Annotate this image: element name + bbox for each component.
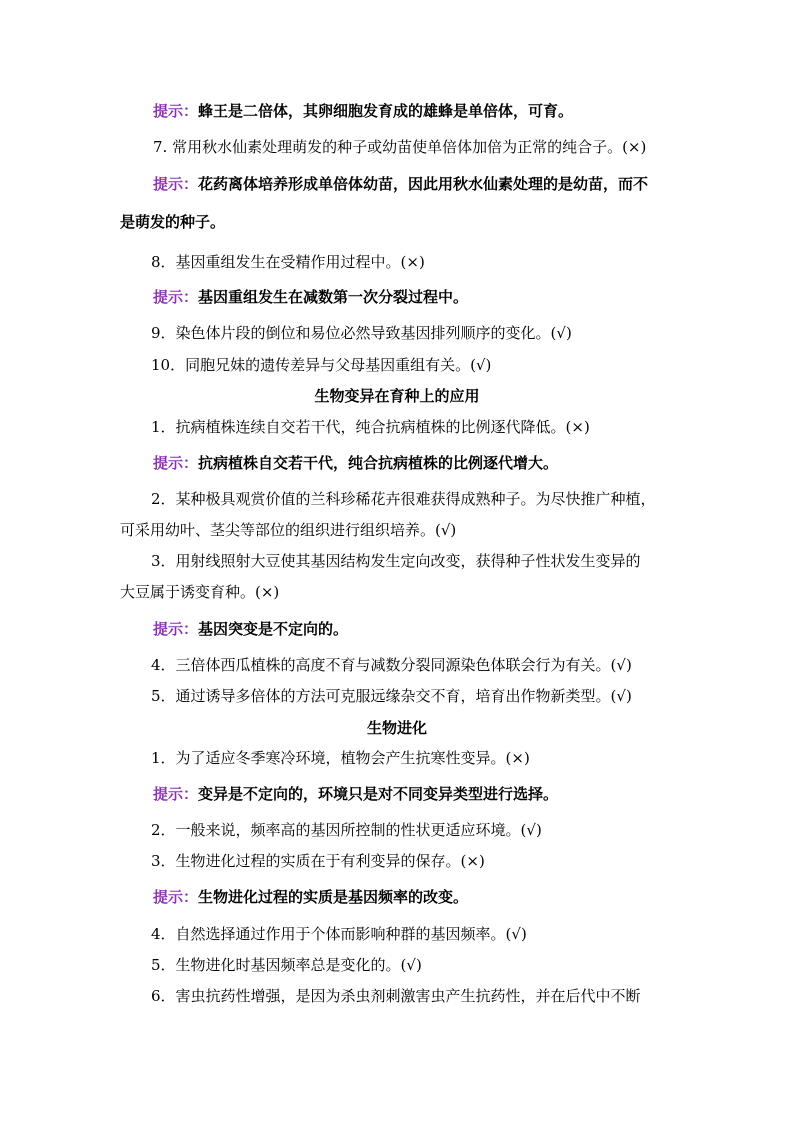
hint-label: 提示： xyxy=(153,888,199,906)
section-heading: 生物变异在育种上的应用 xyxy=(314,387,480,405)
question-line xyxy=(151,820,542,840)
question-line xyxy=(151,748,530,768)
question-text: 5．通过诱导多倍体的方法可克服远缘杂交不育，培育出作物新类型。(√) xyxy=(151,687,632,705)
hint-line xyxy=(153,287,468,307)
question-line xyxy=(151,551,641,571)
question-line xyxy=(151,686,632,706)
hint-continuation-line xyxy=(120,212,225,232)
hint-line xyxy=(153,619,348,639)
hint-label: 提示： xyxy=(153,454,199,472)
question-text: 2．一般来说，频率高的基因所控制的性状更适应环境。(√) xyxy=(151,821,542,839)
question-text: 8．基因重组发生在受精作用过程中。(×) xyxy=(151,253,425,271)
hint-label: 提示： xyxy=(153,175,199,193)
question-line xyxy=(151,417,590,437)
hint-text: 花药离体培养形成单倍体幼苗，因此用秋水仙素处理的是幼苗，而不 xyxy=(198,175,649,193)
question-text: 6．害虫抗药性增强，是因为杀虫剂刺激害虫产生抗药性，并在后代中不断 xyxy=(151,987,641,1005)
question-line xyxy=(151,851,485,871)
hint-line xyxy=(153,101,573,121)
hint-label: 提示： xyxy=(153,102,199,120)
hint-line xyxy=(153,174,648,194)
hint-line xyxy=(153,887,468,907)
question-line xyxy=(151,955,422,975)
hint-text: 蜂王是二倍体，其卵细胞发育成的雄蜂是单倍体，可育。 xyxy=(198,102,574,120)
hint-text: 抗病植株自交若干代，纯合抗病植株的比例逐代增大。 xyxy=(198,454,559,472)
question-text: 3．用射线照射大豆使其基因结构发生定向改变，获得种子性状发生变异的 xyxy=(151,552,641,570)
hint-text: 基因重组发生在减数第一次分裂过程中。 xyxy=(198,288,469,306)
question-continuation-line xyxy=(120,520,456,540)
question-text: 可采用幼叶、茎尖等部位的组织进行组织培养。(√) xyxy=(120,521,457,539)
question-text: 3．生物进化过程的实质在于有利变异的保存。(×) xyxy=(151,852,485,870)
question-text: 2．某种极具观赏价值的兰科珍稀花卉很难获得成熟种子。为尽快推广种植， xyxy=(151,490,656,508)
question-continuation-line xyxy=(120,582,279,602)
hint-line xyxy=(153,453,558,473)
section-heading: 生物进化 xyxy=(366,719,427,737)
question-line xyxy=(151,924,527,944)
hint-label: 提示： xyxy=(153,620,199,638)
question-text: 1．为了适应冬季寒冷环境，植物会产生抗寒性变异。(×) xyxy=(151,749,530,767)
question-text: 9．染色体片段的倒位和易位必然导致基因排列顺序的变化。(√) xyxy=(151,324,572,342)
question-text: 1．抗病植株连续自交若干代，纯合抗病植株的比例逐代降低。(×) xyxy=(151,418,590,436)
question-text: 4．三倍体西瓜植株的高度不育与减数分裂同源染色体联会行为有关。(√) xyxy=(151,656,632,674)
hint-text: 生物进化过程的实质是基因频率的改变。 xyxy=(198,888,469,906)
hint-text: 基因突变是不定向的。 xyxy=(198,620,349,638)
question-line xyxy=(151,355,491,375)
hint-text: 变异是不定向的，环境只是对不同变异类型进行选择。 xyxy=(198,785,559,803)
question-text: 大豆属于诱变育种。(×) xyxy=(120,583,280,601)
question-text: 10．同胞兄妹的遗传差异与父母基因重组有关。(√) xyxy=(151,356,492,374)
hint-label: 提示： xyxy=(153,288,199,306)
question-line xyxy=(151,655,632,675)
question-line xyxy=(151,986,641,1006)
question-text: 5．生物进化时基因频率总是变化的。(√) xyxy=(151,956,422,974)
hint-line xyxy=(153,784,558,804)
hint-text: 是萌发的种子。 xyxy=(120,213,226,231)
question-line xyxy=(151,489,656,509)
question-text: 7. 常用秋水仙素处理萌发的种子或幼苗使单倍体加倍为正常的纯合子。(×) xyxy=(153,138,647,156)
question-line xyxy=(153,137,646,157)
question-line xyxy=(151,252,425,272)
question-text: 4．自然选择通过作用于个体而影响种群的基因频率。(√) xyxy=(151,925,527,943)
hint-label: 提示： xyxy=(153,785,199,803)
question-line xyxy=(151,323,572,343)
